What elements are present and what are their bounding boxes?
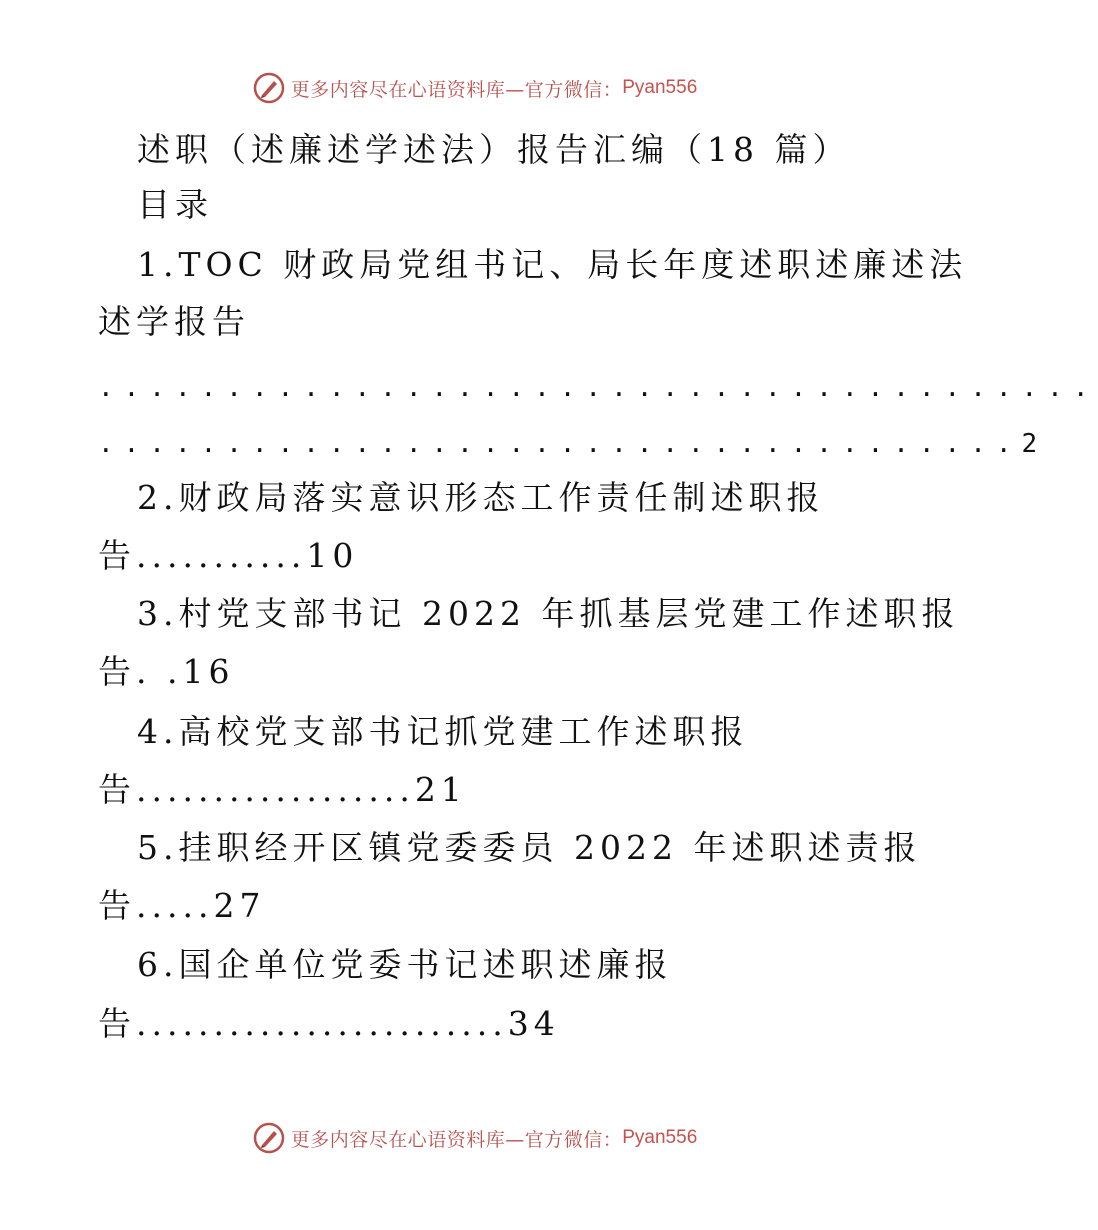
watermark-text: 更多内容尽在心语资料库—官方微信： [290,1128,623,1151]
pen-logo-icon [253,1122,285,1154]
toc-entry-1-line2: 述学报告 [98,302,250,341]
toc-entry-1-dots: ....................................... [98,373,1098,403]
toc-entry-3-line1: 3.村党支部书记 2022 年抓基层党建工作述职报 [137,594,960,633]
toc-entry-6-line1: 6.国企单位党委书记述职述廉报 [137,945,673,984]
watermark-text: 更多内容尽在心语资料库—官方微信： [290,78,623,101]
toc-entry-2-line2: 告...........10 [98,536,359,575]
toc-entry-2-line1: 2.财政局落实意识形态工作责任制述职报 [137,478,825,517]
toc-heading: 目录 [137,185,213,224]
toc-entry-5-line2: 告.....27 [98,886,266,925]
toc-entry-4-line2: 告..................21 [98,770,467,809]
toc-entry-3-line2: 告. .16 [98,652,235,691]
watermark-header [0,72,950,104]
watermark-account: Pyan556 [622,1127,698,1148]
watermark-account: Pyan556 [622,77,698,98]
toc-entry-1-line1: 1.TOC 财政局党组书记、局长年度述职述廉述法 [137,245,968,284]
pen-logo-icon [253,72,285,104]
toc-entry-1-page: ....................................2 [98,429,1048,459]
toc-entry-6-line2: 告........................34 [98,1004,560,1043]
watermark-footer [0,1122,950,1154]
document-title: 述职（述廉述学述法）报告汇编（18 篇） [137,130,851,169]
toc-entry-4-line1: 4.高校党支部书记抓党建工作述职报 [137,712,749,751]
toc-entry-5-line1: 5.挂职经开区镇党委委员 2022 年述职述责报 [137,828,922,867]
